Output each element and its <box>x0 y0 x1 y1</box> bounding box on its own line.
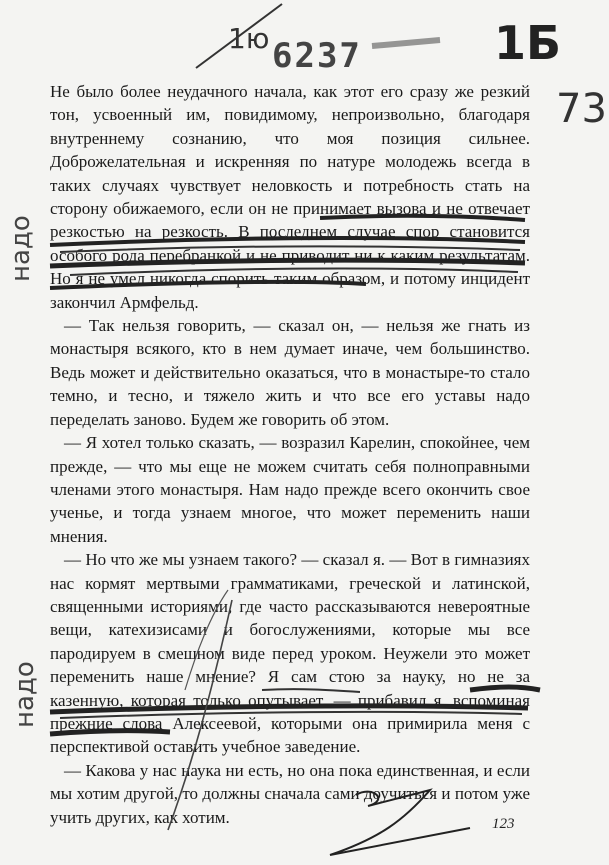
paragraph-1: Не было более неудачного начала, как этот его сразу же резкий тон, усвоенный им, повидимому, непроизвольно, благодаря внутреннему сознанию, что моя позиция сильнее. Доброжелательная и искренняя по натуре молодежь всегда в таких случаях чувствует неловкость и потребность стать на сторону обижаемого, если он не принимает вызова и не отвечает резкостью на резкость. В последнем случае спор становится особого рода перебранкой и не приводит ни к каким результатам. Но я не умел никогда спорить таким образом, и потому инцидент закончил Армфельд. <box>50 82 530 312</box>
paragraph-5: — Какова у нас наука ни есть, но она пока единственная, и если мы хотим другой, то должны сначала сами доучиться и потом уже учить других, как хотим. <box>50 760 530 827</box>
paragraph-4: — Но что же мы узнаем такого? — сказал я. — Вот в гимназиях нас кормят мертвыми грамматиками, греческой и латинской, священными историями, где часто рассказываются невероятные вещи, катехизисами и богослужениями, которые мы все пародируем в смешном виде перед уроком. Неужели это может переменить наше мнение? Я сам стою за науку, но не за казенную, которая только опутывает, — прибавил я, вспоминая прежние слова Алексеевой, которыми она примирила меня с перспективой оставить учебное заведение. <box>50 550 530 757</box>
margin-note-lower: надо <box>10 661 40 728</box>
archive-stamp-number: 6237 <box>272 36 362 76</box>
body-text <box>50 80 530 829</box>
paragraph-2: — Так нельзя говорить, — сказал он, — нельзя же гнать из монастыря всякого, кто в нем думает иначе, чем большинство. Ведь может и действительно оказаться, что в монастыре-то стало темно, и тесно, и тяжело жить и что все его уставы надо переделать заново. Будем же говорить об этом. <box>50 316 530 429</box>
handwritten-mark-top-left: 1ю <box>228 22 270 55</box>
margin-note-upper: надо <box>6 215 36 282</box>
handwritten-mark-top-right: 1Б <box>494 16 562 70</box>
page-number: 123 <box>492 816 515 832</box>
paragraph-3: — Я хотел только сказать, — возразил Карелин, спокойнее, чем прежде, — что мы еще не можем считать себя полноправными членами этого монастыря. Нам надо прежде всего окончить свое ученье, и тогда узнаем многое, что может переменить наши мнения. <box>50 433 530 546</box>
handwritten-number-right-margin: 73 <box>556 86 607 132</box>
